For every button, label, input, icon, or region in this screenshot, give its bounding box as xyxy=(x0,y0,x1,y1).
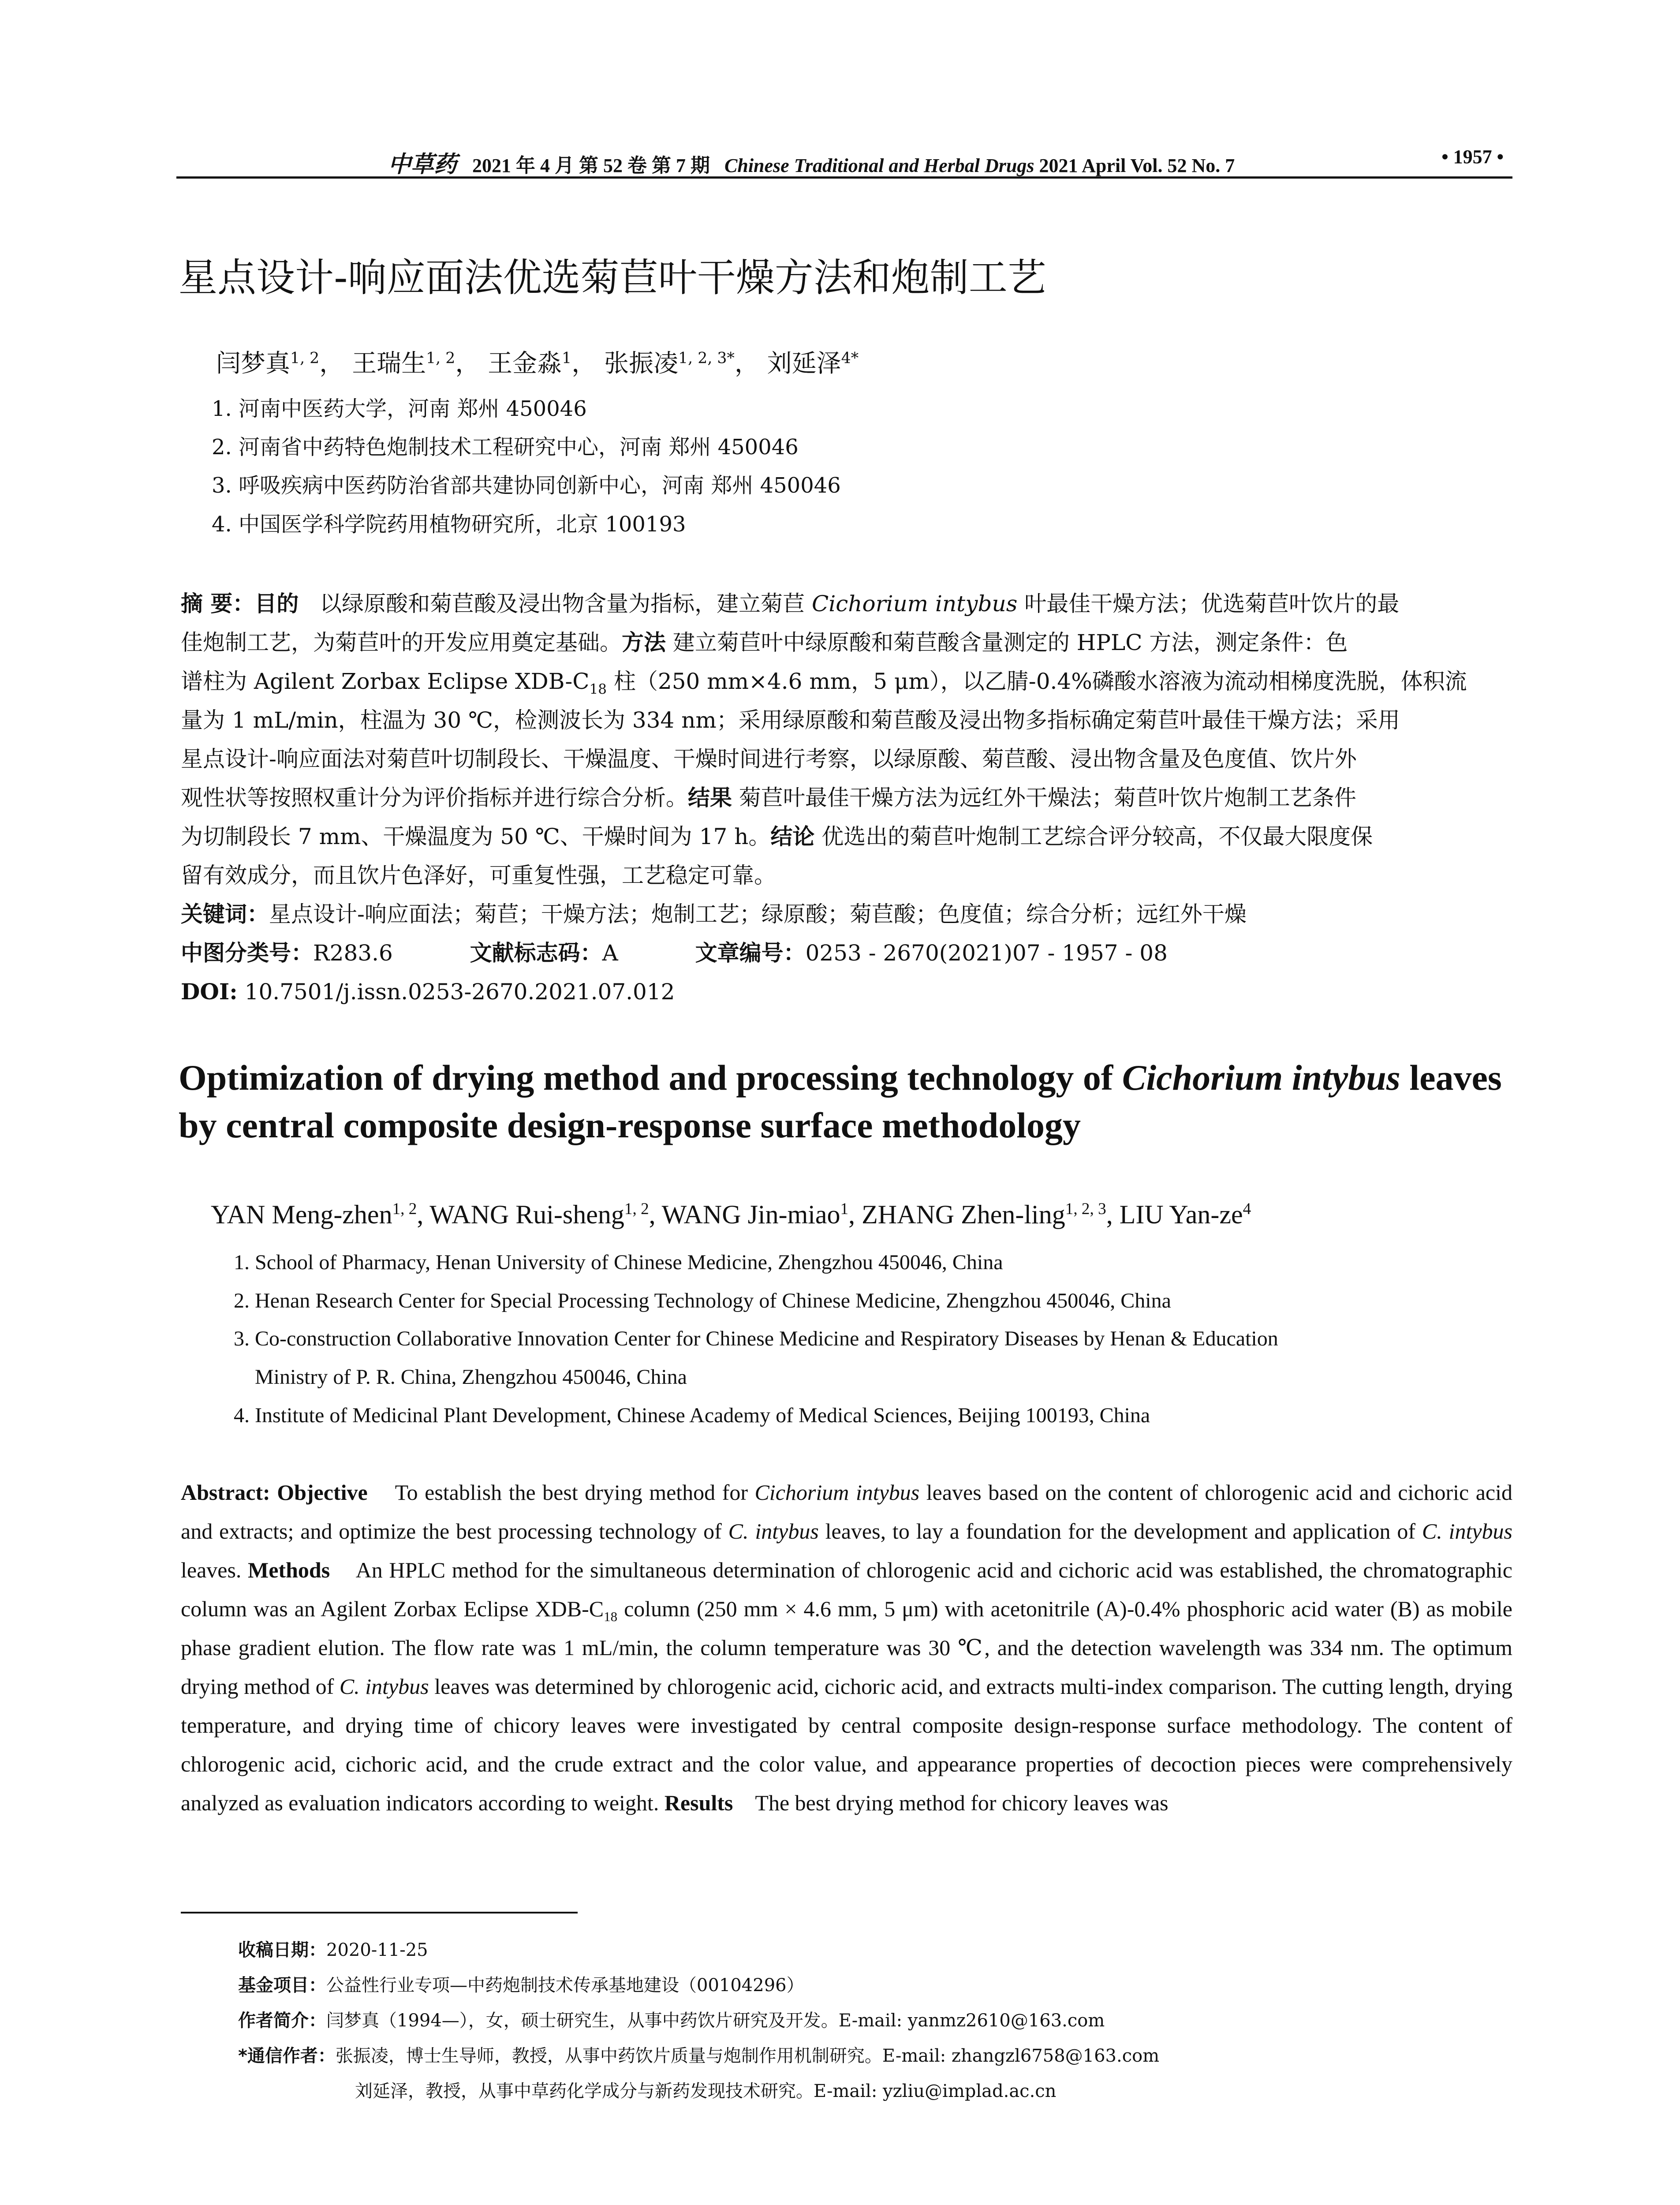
keywords-cn xyxy=(181,895,1512,934)
abstract-text: 柱（250 mm×4.6 mm，5 μm），以乙腈-0.4%磷酸水溶液为流动相梯度洗脱，体积流 xyxy=(607,669,1467,694)
abstract-text: 以绿原酸和菊苣酸及浸出物含量为指标，建立菊苣 xyxy=(320,591,812,617)
abstract-en-text: leaves, to lay a foundation for the development and application of xyxy=(818,1519,1422,1544)
latin-name: Cichorium intybus xyxy=(812,591,1018,617)
abstract-cn xyxy=(181,584,1512,1011)
footnote-received xyxy=(238,1936,428,1961)
abstract-en-text: The best drying method for chicory leaves was xyxy=(755,1790,1169,1815)
abstract-text: 观性状等按照权重计分为评价指标并进行综合分析。 xyxy=(181,785,688,811)
affiliation-cn: 3. 呼吸疾病中医药防治省部共建协同创新中心，河南 郑州 450046 xyxy=(212,473,841,498)
journal-name-en: Chinese Traditional and Herbal Drugs xyxy=(724,155,1034,176)
abstract-line: 留有效成分，而且饮片色泽好，可重复性强，工艺稳定可靠。 xyxy=(181,863,776,888)
article-label: 文章编号： xyxy=(695,940,806,966)
article-value: 0253 - 2670(2021)07 - 1957 - 08 xyxy=(805,940,1168,966)
subscript: 18 xyxy=(589,681,607,697)
author-sup: 1 xyxy=(562,349,572,367)
abstract-line xyxy=(181,662,1512,701)
abstract-label: 摘 要： xyxy=(181,591,255,617)
footnote-label: *通信作者： xyxy=(238,2046,336,2066)
author-cn: 张振凌 xyxy=(604,349,679,378)
author-sup: 4 xyxy=(1243,1200,1251,1218)
issue-en: 2021 April Vol. 52 No. 7 xyxy=(1039,155,1235,176)
doc-label: 文献标志码： xyxy=(470,940,602,966)
abstract-line: 星点设计-响应面法对菊苣叶切制段长、干燥温度、干燥时间进行考察，以绿原酸、菊苣酸、浸出物含量及色度值、饮片外 xyxy=(181,746,1357,772)
author-cn: 刘延泽 xyxy=(767,349,841,378)
affiliation-cn: 4. 中国医学科学院药用植物研究所，北京 100193 xyxy=(212,512,686,537)
latin-name: Cichorium intybus xyxy=(754,1480,920,1505)
title-en-text: leaves by central composite design-response surface methodology xyxy=(179,1058,1502,1145)
abstract-line xyxy=(181,584,1512,623)
abstract-text: 为切制段长 7 mm、干燥温度为 50 ℃、干燥时间为 17 h。 xyxy=(181,824,771,849)
abstract-en-text: To establish the best drying method for xyxy=(395,1480,755,1505)
abstract-text: 佳炮制工艺，为菊苣叶的开发应用奠定基础。 xyxy=(181,630,622,655)
author-en: LIU Yan-ze xyxy=(1119,1200,1243,1229)
objective-label: 目的 xyxy=(254,591,299,617)
footnote-text: 张振凌，博士生导师，教授，从事中药饮片质量与炮制作用机制研究。E-mail: zhangzl6758@163.com xyxy=(335,2046,1160,2066)
footnote-correspondence xyxy=(238,2042,1159,2067)
doi-link[interactable]: 10.7501/j.issn.0253-2670.2021.07.012 xyxy=(244,979,675,1005)
author-en: WANG Jin-miao xyxy=(661,1200,840,1229)
abstract-en-text: leaves. xyxy=(181,1558,248,1582)
abstract-en-text: An HPLC method for the simultaneous determination of chlorogenic acid and cichoric acid was established, the chromatographic column was an Agilent Zorbax Eclipse XDB-C xyxy=(181,1558,1512,1621)
latin-name: C. intybus xyxy=(339,1674,429,1699)
abstract-line xyxy=(181,778,1512,817)
title-en xyxy=(179,1054,1519,1149)
issue-cn: 2021 年 4 月 第 52 卷 第 7 期 xyxy=(472,155,710,176)
footnote-divider xyxy=(181,1912,578,1913)
author-cn: 闫梦真 xyxy=(216,349,290,378)
abstract-en xyxy=(181,1473,1512,1822)
affiliation-en: 4. Institute of Medicinal Plant Development, Chinese Academy of Medical Sciences, Beijing 100193, China xyxy=(234,1404,1150,1427)
abstract-line: 量为 1 mL/min，柱温为 30 ℃，检测波长为 334 nm；采用绿原酸和菊苣酸及浸出物多指标确定菊苣叶最佳干燥方法；采用 xyxy=(181,707,1400,733)
classification-line xyxy=(181,934,1512,972)
footnote-fund xyxy=(238,1971,804,1996)
doc-value: A xyxy=(602,940,618,966)
conclusion-label: 结论 xyxy=(770,824,815,849)
footnote-text: 公益性行业专项—中药炮制技术传承基地建设（00104296） xyxy=(326,1975,804,1996)
abstract-line xyxy=(181,817,1512,856)
authors-cn: 闫梦真$^{1, 2}$， 王瑞生$^{1, 2}$， 王金淼$^1$， 张振凌$^{1, 2, 3*}$， 刘延泽$^{4*}$ xyxy=(216,349,859,378)
doi-label: DOI: xyxy=(181,979,238,1005)
title-en-text: Optimization of drying method and processing technology of xyxy=(179,1058,1122,1098)
author-en: ZHANG Zhen-ling xyxy=(862,1200,1065,1229)
author-cn: 王金淼 xyxy=(488,349,562,378)
author-sup: 1 xyxy=(840,1200,849,1218)
author-sup: 4* xyxy=(841,349,859,367)
methods-label: Methods xyxy=(248,1558,330,1582)
journal-logo: 中草药 xyxy=(388,151,457,178)
author-en: WANG Rui-sheng xyxy=(429,1200,624,1229)
latin-name: C. intybus xyxy=(728,1519,819,1544)
page-number: • 1957 • xyxy=(1441,146,1504,168)
affiliation-en: 2. Henan Research Center for Special Processing Technology of Chinese Medicine, Zhengzhou 450046, China xyxy=(234,1289,1171,1312)
footnote-correspondence-2: 刘延泽，教授，从事中草药化学成分与新药发现技术研究。E-mail: yzliu@implad.ac.cn xyxy=(355,2081,1057,2101)
doi-line xyxy=(181,972,1512,1011)
methods-label: 方法 xyxy=(622,630,666,655)
abstract-text: 优选出的菊苣叶炮制工艺综合评分较高，不仅最大限度保 xyxy=(814,824,1373,849)
latin-name: Cichorium intybus xyxy=(1122,1058,1400,1098)
author-sup: 1, 2 xyxy=(392,1200,417,1218)
affiliation-en: 1. School of Pharmacy, Henan University of Chinese Medicine, Zhengzhou 450046, China xyxy=(234,1251,1003,1274)
author-sup: 1, 2, 3 xyxy=(1065,1200,1106,1218)
affiliation-cn: 1. 河南中医药大学，河南 郑州 450046 xyxy=(212,396,587,421)
running-header xyxy=(176,141,1512,179)
authors-en: YAN Meng-zhen$^{1, 2}$, WANG Rui-sheng$^{1, 2}$, WANG Jin-miao$^1$, ZHANG Zhen-ling$^{1, 2, 3}$, LIU Yan-$ze^4$ xyxy=(211,1200,1251,1229)
abstract-en-label: Abstract: Objective xyxy=(181,1480,368,1505)
abstract-text: 建立菊苣叶中绿原酸和菊苣酸含量测定的 HPLC 方法，测定条件：色 xyxy=(666,630,1348,655)
abstract-en-text: column (250 mm × 4.6 mm, 5 μm) with acetonitrile (A)-0.4% phosphoric acid water (B) as mobile phase gradient elution. The flow rate was 1 mL/min, the column temperature was 30 ℃, and the detection wavelength was 334 nm. The optimum drying method of xyxy=(181,1596,1512,1699)
affiliation-en: 3. Co-construction Collaborative Innovation Center for Chinese Medicine and Respiratory Diseases by Henan & Education xyxy=(234,1327,1278,1350)
clc-value: R283.6 xyxy=(313,940,393,966)
latin-name: C. intybus xyxy=(1422,1519,1512,1544)
footnote-text: 2020-11-25 xyxy=(326,1940,428,1960)
abstract-line xyxy=(181,623,1512,662)
title-cn: 星点设计-响应面法优选菊苣叶干燥方法和炮制工艺 xyxy=(179,255,1046,300)
results-label: Results xyxy=(664,1790,733,1815)
affiliation-en: Ministry of P. R. China, Zhengzhou 450046, China xyxy=(255,1365,687,1389)
footnote-label: 基金项目： xyxy=(238,1975,326,1996)
abstract-en-text: leaves was determined by chlorogenic acid, cichoric acid, and extracts multi-index comparison. The cutting length, drying temperature, and drying time of chicory leaves were investigated by central composite design-response surface methodology. The content of chlorogenic acid, cichoric acid, and the crude extract and the color value, and appearance properties of decoction pieces were comprehensively analyzed as evaluation indicators according to weight. xyxy=(181,1674,1512,1815)
journal-info xyxy=(388,146,1235,179)
results-label: 结果 xyxy=(688,785,732,811)
footnote-text: 闫梦真（1994—），女，硕士研究生，从事中药饮片研究及开发。E-mail: yanmz2610@163.com xyxy=(326,2011,1105,2031)
keywords-label: 关键词： xyxy=(181,901,269,927)
author-sup: 1, 2 xyxy=(624,1200,649,1218)
abstract-text: 叶最佳干燥方法；优选菊苣叶饮片的最 xyxy=(1017,591,1400,617)
author-en: YAN Meng-zhen xyxy=(211,1200,392,1229)
abstract-en-text: leaves based on the content of chlorogenic acid and cichoric acid and extracts; and optimize the best processing technology of xyxy=(181,1480,1512,1544)
footnote-author xyxy=(238,2007,1105,2032)
author-cn: 王瑞生 xyxy=(352,349,426,378)
affiliation-cn: 2. 河南省中药特色炮制技术工程研究中心，河南 郑州 450046 xyxy=(212,435,799,460)
abstract-text: 谱柱为 Agilent Zorbax Eclipse XDB-C xyxy=(181,669,590,694)
clc-label: 中图分类号： xyxy=(181,940,313,966)
author-sup: 1, 2 xyxy=(290,349,320,367)
footnote-label: 作者简介： xyxy=(238,2011,326,2031)
footnote-label: 收稿日期： xyxy=(238,1940,326,1960)
keywords-text: 星点设计-响应面法；菊苣；干燥方法；炮制工艺；绿原酸；菊苣酸；色度值；综合分析；远红外干燥 xyxy=(269,901,1247,927)
author-sup: 1, 2, 3* xyxy=(678,349,735,367)
author-sup: 1, 2 xyxy=(426,349,455,367)
abstract-text: 菊苣叶最佳干燥方法为远红外干燥法；菊苣叶饮片炮制工艺条件 xyxy=(732,785,1356,811)
subscript: 18 xyxy=(604,1609,618,1624)
